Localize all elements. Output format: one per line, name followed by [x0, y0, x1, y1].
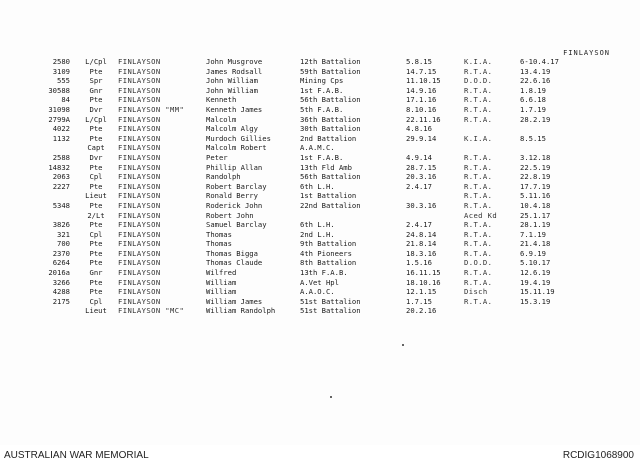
- roll-row: [0, 76, 640, 86]
- given-names: William: [206, 287, 237, 297]
- enlistment-date: 8.10.16: [406, 104, 437, 114]
- enlistment-date: 4.9.14: [406, 152, 432, 162]
- outcome-date: 28.1.19: [520, 220, 551, 230]
- unit: Mining Cps: [300, 76, 344, 86]
- rank: L/Cpl: [85, 57, 107, 66]
- service-number: 3826: [52, 220, 70, 230]
- outcome-date: 6.9.19: [520, 248, 546, 258]
- unit: 13th F.A.B.: [300, 268, 348, 278]
- service-number: 321: [57, 229, 70, 239]
- nominal-roll-list: [0, 57, 640, 316]
- given-names: Murdoch Gillies: [206, 133, 271, 143]
- outcome-date: 1.7.19: [520, 104, 546, 114]
- surname: FINLAYSON: [118, 124, 161, 134]
- fate: R.T.A.: [464, 296, 493, 306]
- surname: FINLAYSON: [118, 220, 161, 230]
- service-number: 3266: [52, 277, 70, 287]
- rank: Cpl: [89, 229, 103, 239]
- fate: Aced Kd: [464, 210, 498, 220]
- given-names: Kenneth: [206, 95, 237, 105]
- service-number: 5348: [52, 200, 70, 210]
- surname: FINLAYSON: [118, 287, 161, 297]
- outcome-date: 1.8.19: [520, 85, 546, 95]
- unit: A.A.O.C.: [300, 287, 335, 297]
- outcome-date: 17.7.19: [520, 181, 551, 191]
- surname: FINLAYSON: [118, 296, 161, 306]
- roll-row: [0, 278, 640, 288]
- unit: 2nd L.H.: [300, 229, 335, 239]
- roll-row: [0, 201, 640, 211]
- surname: FINLAYSON: [118, 85, 161, 95]
- unit: 13th Fld Amb: [300, 162, 352, 172]
- fate: R.T.A.: [464, 229, 493, 239]
- enlistment-date: 21.8.14: [406, 239, 437, 249]
- roll-row: [0, 163, 640, 173]
- surname: FINLAYSON "MM": [118, 104, 185, 114]
- enlistment-date: 1.7.15: [406, 296, 432, 306]
- given-names: Peter: [206, 152, 228, 162]
- unit: A.A.M.C.: [300, 143, 335, 153]
- surname: FINLAYSON: [118, 162, 161, 172]
- unit: 1st Battalion: [300, 191, 357, 201]
- enlistment-date: 2.4.17: [406, 220, 432, 230]
- enlistment-date: 1.5.16: [406, 258, 432, 268]
- fate: R.T.A.: [464, 162, 493, 172]
- roll-row: [0, 153, 640, 163]
- given-names: Ronald Berry: [206, 191, 258, 201]
- given-names: Kenneth James: [206, 104, 263, 114]
- enlistment-date: 24.8.14: [406, 229, 437, 239]
- roll-row: [0, 287, 640, 297]
- surname: FINLAYSON: [118, 200, 161, 210]
- service-number: 84: [61, 95, 70, 105]
- fate: R.T.A.: [464, 239, 493, 249]
- service-number: 30588: [48, 85, 70, 95]
- roll-row: [0, 95, 640, 105]
- outcome-date: 25.1.17: [520, 210, 551, 220]
- given-names: Thomas: [206, 239, 232, 249]
- fate: R.T.A.: [464, 181, 493, 191]
- unit: 1st F.A.B.: [300, 85, 344, 95]
- service-number: 700: [57, 239, 70, 249]
- surname: FINLAYSON: [118, 172, 161, 182]
- unit: 56th Battalion: [300, 172, 361, 182]
- roll-row: [0, 268, 640, 278]
- roll-row: [0, 172, 640, 182]
- enlistment-date: 4.8.16: [406, 124, 432, 134]
- outcome-date: 22.6.16: [520, 76, 551, 86]
- roll-row: [0, 124, 640, 134]
- outcome-date: 3.12.18: [520, 152, 551, 162]
- rank: Lieut: [85, 191, 107, 201]
- fate: D.O.D.: [464, 76, 493, 86]
- enlistment-date: 20.2.16: [406, 306, 437, 316]
- rank: Pte: [89, 239, 103, 249]
- unit: A.Vet Hpl: [300, 277, 339, 287]
- service-number: 2016a: [48, 268, 70, 278]
- fate: R.T.A.: [464, 104, 493, 114]
- given-names: Malcolm: [206, 114, 237, 124]
- given-names: James Rodsall: [206, 66, 263, 76]
- surname: FINLAYSON: [118, 66, 161, 76]
- surname: FINLAYSON: [118, 248, 161, 258]
- rank: Pte: [89, 220, 103, 230]
- outcome-date: 5.11.16: [520, 191, 551, 201]
- enlistment-date: 14.9.16: [406, 85, 437, 95]
- service-number: 555: [57, 76, 70, 86]
- roll-row: [0, 143, 640, 153]
- surname: FINLAYSON: [118, 239, 161, 249]
- service-number: 2370: [52, 248, 70, 258]
- enlistment-date: 12.1.15: [406, 287, 437, 297]
- surname: FINLAYSON "MC": [118, 306, 185, 316]
- outcome-date: 22.8.19: [520, 172, 551, 182]
- rank: Cpl: [89, 296, 103, 306]
- enlistment-date: 18.10.16: [406, 277, 441, 287]
- unit: 51st Battalion: [300, 296, 361, 306]
- unit: 22nd Battalion: [300, 200, 361, 210]
- rank: Pte: [89, 95, 103, 105]
- service-number: 31098: [48, 104, 70, 114]
- rank: Pte: [89, 248, 103, 258]
- unit: 6th L.H.: [300, 220, 335, 230]
- surname: FINLAYSON: [118, 57, 161, 66]
- given-names: Phillip Allan: [206, 162, 263, 172]
- outcome-date: 10.4.18: [520, 200, 551, 210]
- unit: 2nd Battalion: [300, 133, 357, 143]
- roll-row: [0, 306, 640, 316]
- surname: FINLAYSON: [118, 181, 161, 191]
- roll-row: [0, 105, 640, 115]
- outcome-date: 7.1.19: [520, 229, 546, 239]
- unit: 1st F.A.B.: [300, 152, 344, 162]
- surname: FINLAYSON: [118, 114, 161, 124]
- fate: R.T.A.: [464, 200, 493, 210]
- speck-mark: [402, 344, 404, 346]
- rank: Pte: [89, 277, 103, 287]
- roll-row: [0, 86, 640, 96]
- surname: FINLAYSON: [118, 277, 161, 287]
- service-number: 2588: [52, 152, 70, 162]
- enlistment-date: 30.3.16: [406, 200, 437, 210]
- enlistment-date: 20.3.16: [406, 172, 437, 182]
- roll-row: [0, 230, 640, 240]
- fate: R.T.A.: [464, 85, 493, 95]
- roll-row: [0, 258, 640, 268]
- rank: Pte: [89, 124, 103, 134]
- surname: FINLAYSON: [118, 210, 161, 220]
- outcome-date: 12.6.19: [520, 268, 551, 278]
- outcome-date: 21.4.18: [520, 239, 551, 249]
- surname: FINLAYSON: [118, 191, 161, 201]
- unit: 51st Battalion: [300, 306, 361, 316]
- service-number: 2580: [52, 57, 70, 66]
- unit: 5th F.A.B.: [300, 104, 344, 114]
- enlistment-date: 28.7.15: [406, 162, 437, 172]
- rank: 2/Lt: [87, 210, 105, 220]
- outcome-date: 15.3.19: [520, 296, 551, 306]
- fate: K.I.A.: [464, 133, 493, 143]
- outcome-date: 6.6.18: [520, 95, 546, 105]
- fate: R.T.A.: [464, 268, 493, 278]
- fate: R.T.A.: [464, 172, 493, 182]
- given-names: Thomas Bigga: [206, 248, 258, 258]
- given-names: Malcolm Robert: [206, 143, 267, 153]
- service-number: 4288: [52, 287, 70, 297]
- enlistment-date: 14.7.15: [406, 66, 437, 76]
- given-names: John William: [206, 76, 258, 86]
- roll-row: [0, 211, 640, 221]
- outcome-date: 13.4.19: [520, 66, 551, 76]
- surname: FINLAYSON: [118, 133, 161, 143]
- rank: Capt: [87, 143, 105, 153]
- rank: Pte: [89, 258, 103, 268]
- surname: FINLAYSON: [118, 152, 161, 162]
- fate: R.T.A.: [464, 114, 493, 124]
- given-names: Thomas: [206, 229, 232, 239]
- service-number: 14832: [48, 162, 70, 172]
- service-number: 1132: [52, 133, 70, 143]
- unit: 30th Battalion: [300, 124, 361, 134]
- roll-row: [0, 191, 640, 201]
- fate: R.T.A.: [464, 191, 493, 201]
- archive-name: AUSTRALIAN WAR MEMORIAL: [4, 450, 149, 461]
- given-names: Roderick John: [206, 200, 263, 210]
- fate: Disch: [464, 287, 488, 297]
- service-number: 2175: [52, 296, 70, 306]
- rank: Gnr: [89, 85, 103, 95]
- rank: Spr: [89, 76, 103, 86]
- roll-row: [0, 249, 640, 259]
- rank: Gnr: [89, 268, 103, 278]
- fate: R.T.A.: [464, 277, 493, 287]
- service-number: 2063: [52, 172, 70, 182]
- rank: Cpl: [89, 172, 103, 182]
- unit: 4th Pioneers: [300, 248, 352, 258]
- rank: Pte: [89, 66, 103, 76]
- roll-row: [0, 182, 640, 192]
- rank: Dvr: [89, 104, 103, 114]
- service-number: 3109: [52, 66, 70, 76]
- rank: Pte: [89, 287, 103, 297]
- outcome-date: 19.4.19: [520, 277, 551, 287]
- rank: Dvr: [89, 152, 103, 162]
- surname: FINLAYSON: [118, 229, 161, 239]
- roll-row: [0, 297, 640, 307]
- fate: D.O.D.: [464, 258, 493, 268]
- enlistment-date: 11.10.15: [406, 76, 441, 86]
- roll-row: [0, 134, 640, 144]
- unit: 8th Battalion: [300, 258, 357, 268]
- outcome-date: 15.11.19: [520, 287, 555, 297]
- rank: Pte: [89, 133, 103, 143]
- fate: R.T.A.: [464, 248, 493, 258]
- surname: FINLAYSON: [118, 76, 161, 86]
- service-number: 4022: [52, 124, 70, 134]
- rank: L/Cpl: [85, 114, 107, 124]
- outcome-date: 22.5.19: [520, 162, 551, 172]
- document-id: RCDIG1068900: [562, 450, 634, 461]
- unit: 59th Battalion: [300, 66, 361, 76]
- enlistment-date: 17.1.16: [406, 95, 437, 105]
- roll-row: [0, 67, 640, 77]
- service-number: 2227: [52, 181, 70, 191]
- surname: FINLAYSON: [118, 268, 161, 278]
- given-names: John William: [206, 85, 258, 95]
- roll-row: [0, 57, 640, 67]
- given-names: William: [206, 277, 237, 287]
- fate: R.T.A.: [464, 66, 493, 76]
- enlistment-date: 18.3.16: [406, 248, 437, 258]
- service-number: 2799A: [48, 114, 70, 124]
- given-names: Wilfred: [206, 268, 237, 278]
- given-names: Robert Barclay: [206, 181, 267, 191]
- fate: R.T.A.: [464, 95, 493, 105]
- footer-bar: [0, 445, 640, 466]
- fate: R.T.A.: [464, 220, 493, 230]
- outcome-date: 5.10.17: [520, 258, 551, 268]
- unit: 36th Battalion: [300, 114, 361, 124]
- roll-row: [0, 239, 640, 249]
- rank: Pte: [89, 200, 103, 210]
- given-names: Samuel Barclay: [206, 220, 267, 230]
- given-names: William James: [206, 296, 263, 306]
- rank: Pte: [89, 162, 103, 172]
- unit: 9th Battalion: [300, 239, 357, 249]
- enlistment-date: 29.9.14: [406, 133, 437, 143]
- rank: Pte: [89, 181, 103, 191]
- fate: R.T.A.: [464, 152, 493, 162]
- outcome-date: 6-10.4.17: [520, 57, 559, 66]
- roll-row: [0, 220, 640, 230]
- enlistment-date: 16.11.15: [406, 268, 441, 278]
- rank: Lieut: [85, 306, 107, 316]
- given-names: Robert John: [206, 210, 254, 220]
- given-names: Malcolm Algy: [206, 124, 258, 134]
- service-number: 6264: [52, 258, 70, 268]
- unit: 56th Battalion: [300, 95, 361, 105]
- given-names: William Randolph: [206, 306, 276, 316]
- surname: FINLAYSON: [118, 95, 161, 105]
- speck-mark: [330, 396, 332, 398]
- enlistment-date: 22.11.16: [406, 114, 441, 124]
- unit: 6th L.H.: [300, 181, 335, 191]
- surname: FINLAYSON: [118, 258, 161, 268]
- enlistment-date: 5.8.15: [406, 57, 432, 66]
- given-names: Randolph: [206, 172, 241, 182]
- roll-row: [0, 115, 640, 125]
- unit: 12th Battalion: [300, 57, 361, 66]
- enlistment-date: 2.4.17: [406, 181, 432, 191]
- header-tag: FINLAYSON: [563, 49, 610, 57]
- surname: FINLAYSON: [118, 143, 161, 153]
- fate: K.I.A.: [464, 57, 493, 66]
- given-names: Thomas Claude: [206, 258, 263, 268]
- outcome-date: 28.2.19: [520, 114, 551, 124]
- outcome-date: 8.5.15: [520, 133, 546, 143]
- given-names: John Musgrove: [206, 57, 263, 66]
